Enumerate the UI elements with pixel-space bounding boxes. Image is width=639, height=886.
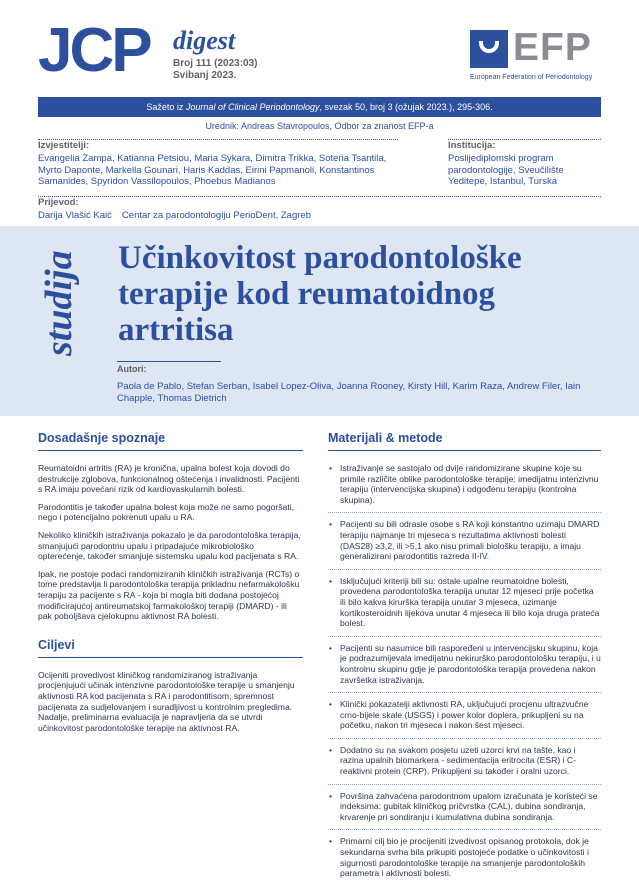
source-banner: Sažeto iz Journal of Clinical Periodontology, svezak 50, broj 3 (ožujak 2023.), 295-306. — [38, 97, 601, 117]
authors-list: Paola de Pablo, Stefan Serban, Isabel Lopez-Oliva, Joanna Rooney, Kirsty Hill, Karim Raza, Andrew Filer, Iain Chapple, Thomas Dietrich — [117, 381, 581, 404]
study-vertical-label: studija — [38, 250, 80, 356]
translation-label: Prijevod: — [38, 197, 79, 208]
background-paragraph: Nekoliko kliničkih istraživanja pokazalo je da parodontološka terapija, smanjujući parodontnu upalu i pripadajuće mikrobiološko opterećenje, također smanjuje sistemsku upalu kod pacijenata s RA. — [38, 529, 301, 562]
background-paragraph: Reumatoidni artritis (RA) je kronična, upalna bolest koja dovodi do destrukcije zglobova, funkcionalnog oštećenja i invalidnosti. Pacijenti s RA imaju povećani rizik od kardiovaskularnih bolesti. — [38, 463, 300, 495]
background-paragraph: Ipak, ne postoje podaci randomiziranih kliničkih istraživanja (RCTs) o tome predstavlja li parodontološka terapija prikladnu nefarmakološku terapiju za pacijente s RA - koja bi mogla biti dodana postojećoj modificirajućoj antireumatskoj farmakološkoj terapiji (DMARD) - ili pak poboljšava cjelokupnu aktivnost RA bolesti. — [38, 568, 300, 622]
institution-value: Poslijediplomski program parodontologije, Sveučilište Yeditepe, Istanbul, Turska — [448, 153, 564, 187]
efp-smile-icon — [470, 30, 508, 68]
list-item: • Istraživanje se sastojalo od dvije randomizirane skupine koje su primile različite oblike parodontološke terapije: imedijatnu intenzivnu terapiju (intervencijska skupina) i odgođenu terapiju (kontrolna skupina). — [328, 463, 601, 505]
aims-paragraph: Ocijeniti provedivost kliničkog randomiziranog istraživanja procjenjujući učinak intenzivne parodontološke terapije u smanjenju aktivnosti RA kod pacijenata s RA i parodontitisom, spremnost pacijenata za sudjelovanjem i suradljivost u kontrolnim pregledima. Nadalje, preliminarna evaluacija je napravljena da se utvrdi učinkovitost parodontološke terapije na aktivnost RA. — [38, 669, 295, 733]
header — [0, 0, 639, 97]
left-column — [38, 430, 303, 740]
background-paragraph: Parodontitis je također upalna bolest koja može ne samo pogoršati, nego i potencijalno pokrenuti upalu u RA. — [38, 501, 295, 523]
list-item: • Dodatno su na svakom posjetu uzeti uzorci krvi na tašte, kao i razina upalnih biomarkera - sedimentacija eritrocita (ESR) i C-reaktivni protein (CRP). Prikupljeni su također i oralni uzorci. — [328, 738, 601, 777]
editor-line: Urednik: Andreas Stavropoulos, Odbor za znanost EFP-a — [205, 121, 434, 131]
reporters-names: Evangelia Zampa, Katianna Petsiou, Maria Sykara, Dimitra Trikka, Soteria Tsantila, Myrto Daponte, Markella Gounari, Haris Kaddas, Eirini Papmanoli, Konstantinos Samanides, Spyridon Vassilopoulos, Phoebus Madianos — [38, 153, 387, 187]
institution-block — [448, 139, 601, 188]
translator-name: Darija Vlašić Kaić — [38, 210, 112, 221]
efp-logo: EFP — [513, 26, 592, 69]
translation-block — [38, 196, 601, 222]
issue-number: Broj 111 (2023:03) — [173, 58, 258, 69]
efp-subtitle: European Federation of Periodontology — [470, 74, 593, 81]
list-item: • Pacijenti su bili odrasle osobe s RA koji konstantno uzimaju DMARD terapiju najmanje tri mjeseca s rezultatima aktivnosti bolesti (DAS28) ≥3,2, ili >5,1 ako nisu primali biološku terapiju, a imaju generalizirani parodontitis razreda II-IV. — [328, 512, 601, 561]
digest-wordmark: digest — [173, 26, 236, 55]
section-title-methods: Materijali & metode — [328, 430, 601, 451]
jcp-logo: JCP — [38, 16, 150, 85]
list-item: • Klinički pokazatelji aktivnosti RA, uključujući procjenu ultrazvučne crno-bijele skale (USGS) i power kolor doplera, prikupljeni su na početku, nakon tri mjeseca i nakon šest mjeseci. — [328, 692, 601, 731]
issue-info — [173, 58, 258, 82]
right-column — [328, 430, 601, 886]
journal-name: Journal of Clinical Periodontology — [185, 102, 320, 112]
section-title-aims: Ciljevi — [38, 637, 303, 658]
page-title: Učinkovitost parodontološke terapije kod reumatoidnog artritisa — [118, 240, 522, 348]
reporters-block — [38, 139, 398, 188]
title-divider — [117, 361, 221, 362]
authors-label: Autori: — [117, 364, 147, 374]
translator-center: Centar za parodontologiju PerioDent, Zagreb — [121, 210, 311, 221]
reporters-label: Izvjestitelji: — [38, 140, 90, 151]
list-item: • Pacijenti su nasumice bili raspoređeni u intervencijsku skupinu, koja je podrazumijevala imedijatnu nekirurško parodontološku terapiju, i u kontrolnu skupinu gdje je parodontološka terapija provedena nakon završetka istraživanja. — [328, 636, 601, 685]
list-item: • Primarni cilj bio je procijeniti izvedivost opisanog protokola, dok je sekundarna svrha bila prikupiti postojeće podatke o učinkovitosti i sigurnosti parodontološke terapije na smanjenje parodontoloških parametra i aktivnosti bolesti. — [328, 829, 601, 878]
institution-label: Institucija: — [448, 140, 496, 151]
list-item: • Površina zahvaćena parodontnom upalom izračunata je koristeći se indeksima: gubitak kliničkog pričvrstka (CAL), dubina sondiranja, krvarenje pri sondiranju i kumulativna dubina sondiranja. — [328, 784, 601, 823]
section-title-background: Dosadašnje spoznaje — [38, 430, 303, 451]
methods-list — [328, 463, 601, 879]
issue-date: Svibanj 2023. — [173, 70, 237, 81]
list-item: • Isključujući kriteriji bili su: ostale upalne reumatoidne bolesti, provedena parodontološka terapija unutar 12 mjeseci prije početka ili bilo kakva kirurška terapija unutar 3 mjeseca, uzimanje kortikosteroidnih lijekova unutar 4 mjeseca ili bilo koja druga prateća bolest. — [328, 569, 601, 629]
